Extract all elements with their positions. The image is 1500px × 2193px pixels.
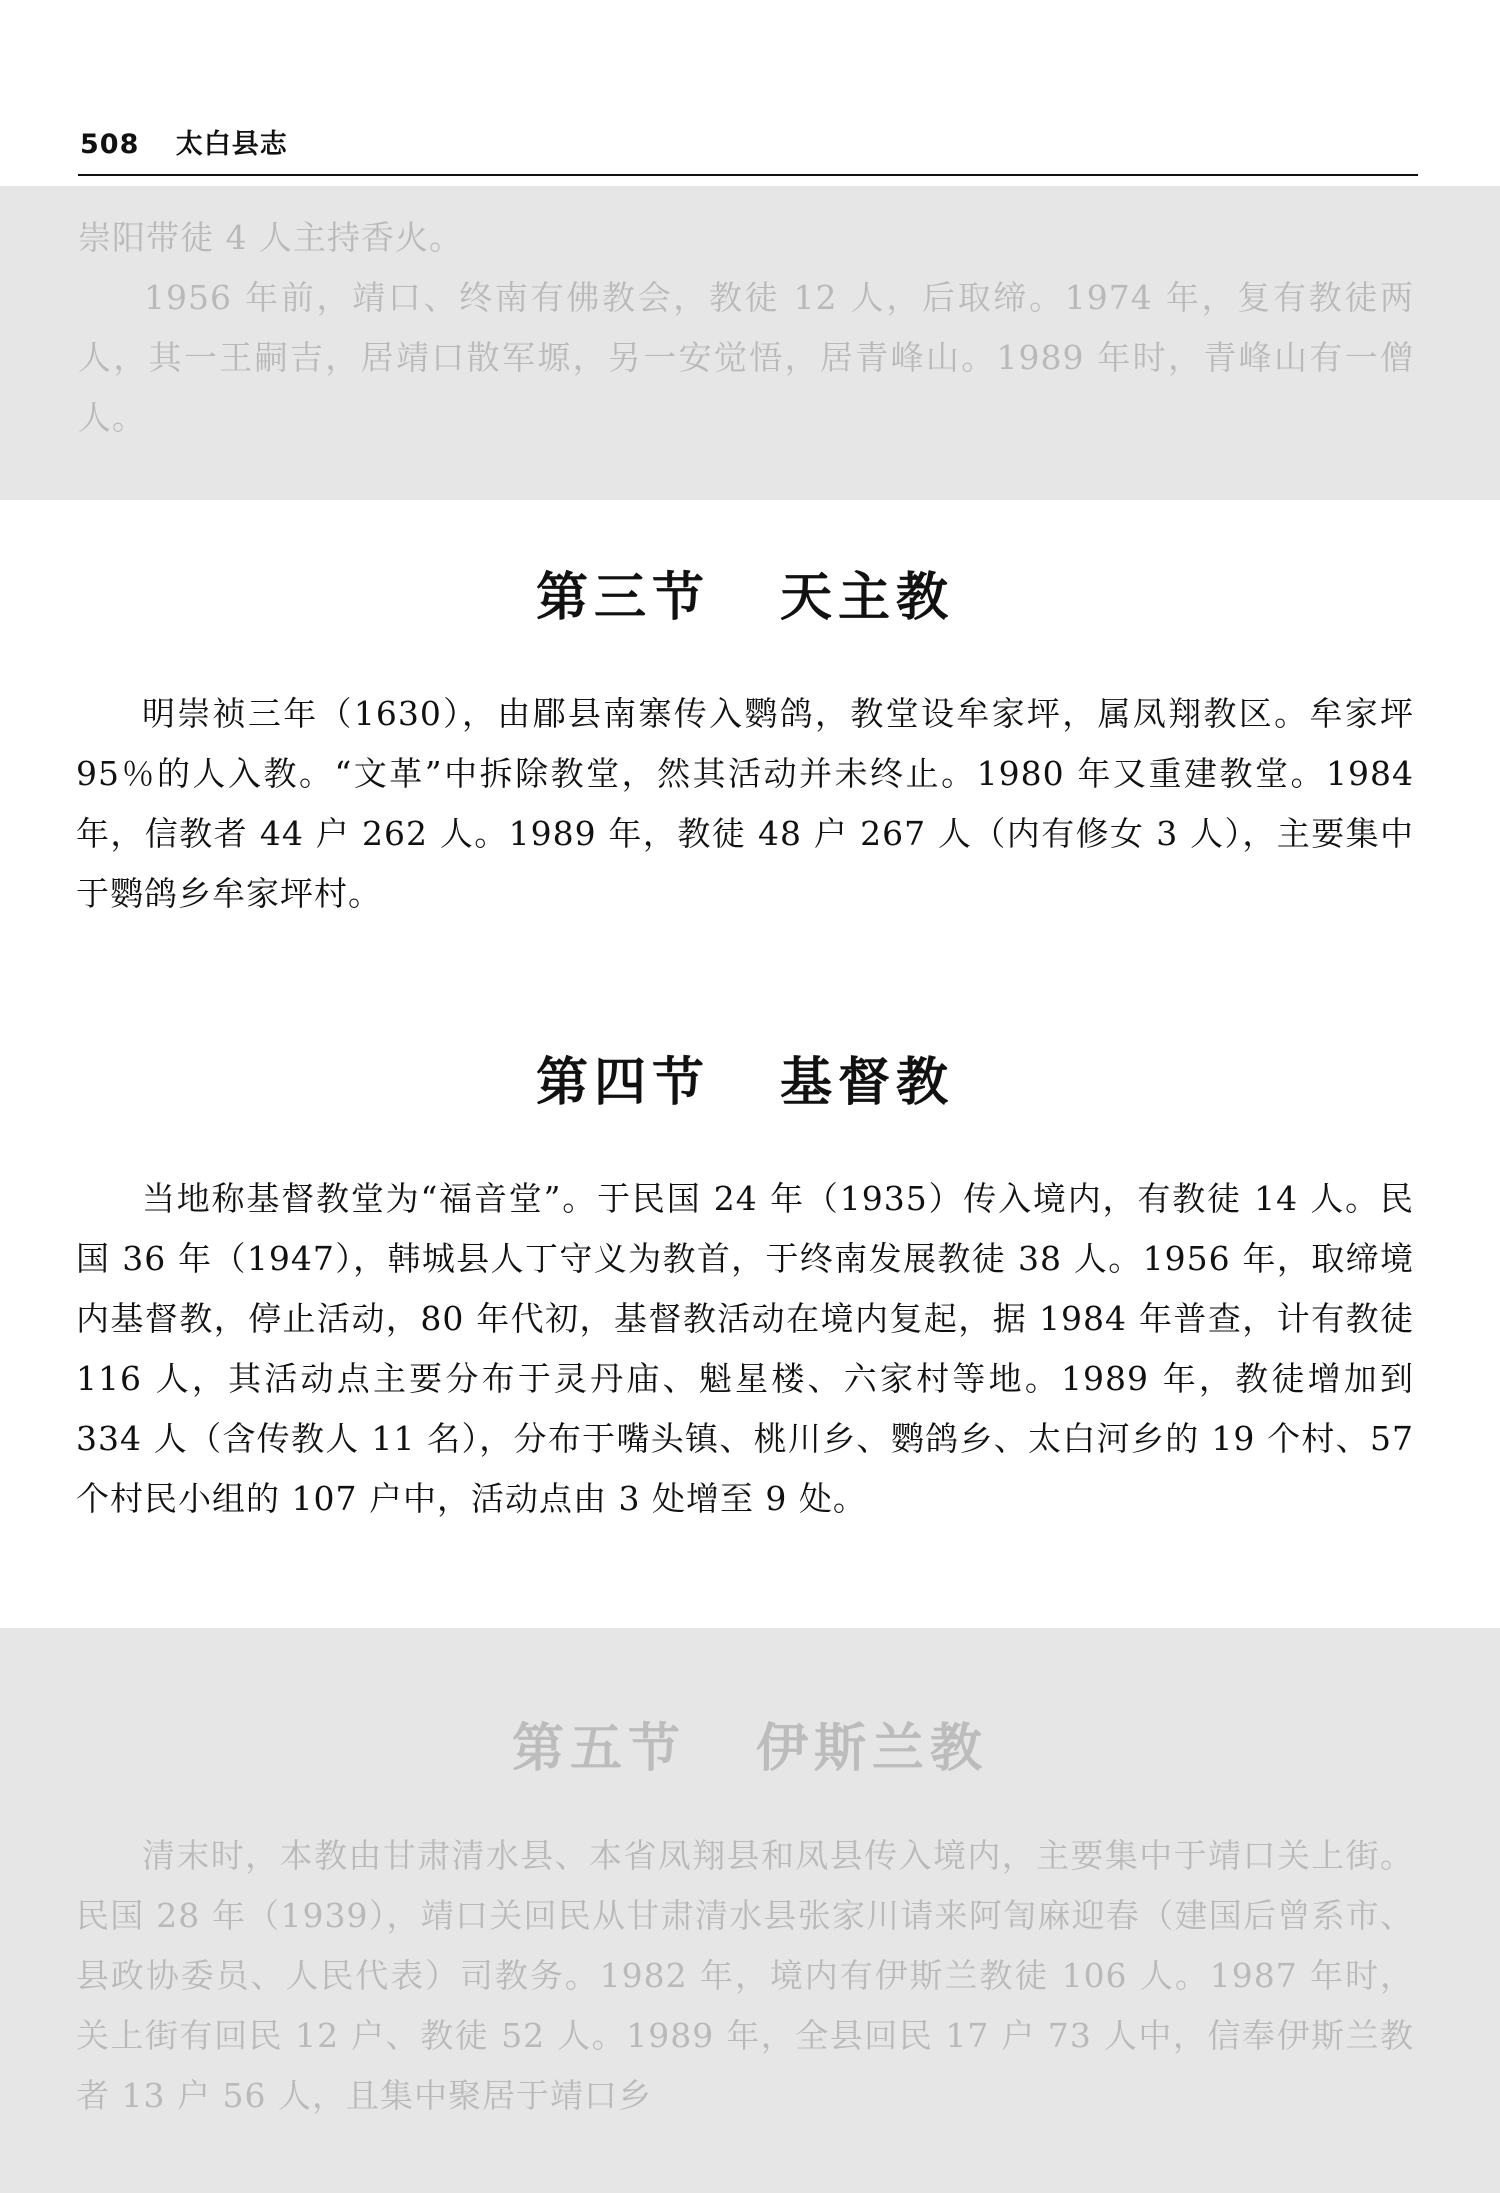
section-title: 基督教	[780, 1052, 955, 1113]
section-title: 伊斯兰教	[756, 1718, 989, 1779]
section-title: 天主教	[780, 567, 955, 628]
section-paragraph: 当地称基督教堂为“福音堂”。于民国 24 年（1935）传入境内，有教徒 14 人。民国 36 年（1947），韩城县人丁守义为教首，于终南发展教徒 38 人。1956 年，取缔境内基督教，停止活动，80 年代初，基督教活动在境内复起，据 1984 年普查，计有教徒 116 人，其活动点主要分布于灵丹庙、魁星楼、六家村等地。1989 年，教徒增加到 334 人（含传教人 11 名），分布于嘴头镇、桃川乡、鹦鸽乡、太白河乡的 19 个村、57 个村民小组的 107 户中，活动点由 3 处增至 9 处。	[76, 1179, 1414, 1518]
section-catholicism	[76, 560, 1414, 924]
previous-section-excerpt	[0, 186, 1500, 500]
excerpt-paragraph-1: 崇阳带徒 4 人主持香火。	[78, 218, 463, 257]
section-heading	[76, 560, 1414, 636]
section-heading-islam	[0, 1706, 1500, 1781]
excerpt-text	[76, 1826, 1414, 2126]
page-number: 508	[80, 129, 140, 160]
section-paragraph: 清末时，本教由甘肃清水县、本省凤翔县和凤县传入境内，主要集中于靖口关上街。民国 28 年（1939），靖口关回民从甘肃清水县张家川请来阿訇麻迎春（建国后曾系市、县政协委员、人民代表）司教务。1982 年，境内有伊斯兰教徒 106 人。1987 年时，关上街有回民 12 户、教徒 52 人。1989 年，全县回民 17 户 73 人中，信奉伊斯兰教者 13 户 56 人，且集中聚居于靖口乡	[76, 1836, 1414, 2115]
section-number: 第四节	[535, 1052, 710, 1113]
section-christianity	[76, 1045, 1414, 1529]
excerpt-text	[78, 208, 1414, 448]
section-number: 第三节	[535, 567, 710, 628]
section-number: 第五节	[511, 1718, 686, 1779]
book-title: 太白县志	[175, 129, 288, 160]
next-section-excerpt	[0, 1628, 1500, 2193]
running-header	[80, 122, 288, 161]
header-rule	[78, 174, 1418, 176]
section-heading	[76, 1045, 1414, 1121]
excerpt-paragraph-2: 1956 年前，靖口、终南有佛教会，教徒 12 人，后取缔。1974 年，复有教徒两人，其一王嗣吉，居靖口散军塬，另一安觉悟，居青峰山。1989 年时，青峰山有一僧人。	[78, 278, 1414, 437]
section-paragraph: 明崇祯三年（1630），由郿县南寨传入鹦鸽，教堂设牟家坪，属凤翔教区。牟家坪 95％的人入教。“文革”中拆除教堂，然其活动并未终止。1980 年又重建教堂。1984 年，信教者 44 户 262 人。1989 年，教徒 48 户 267 人（内有修女 3 人），主要集中于鹦鸽乡牟家坪村。	[76, 694, 1414, 913]
